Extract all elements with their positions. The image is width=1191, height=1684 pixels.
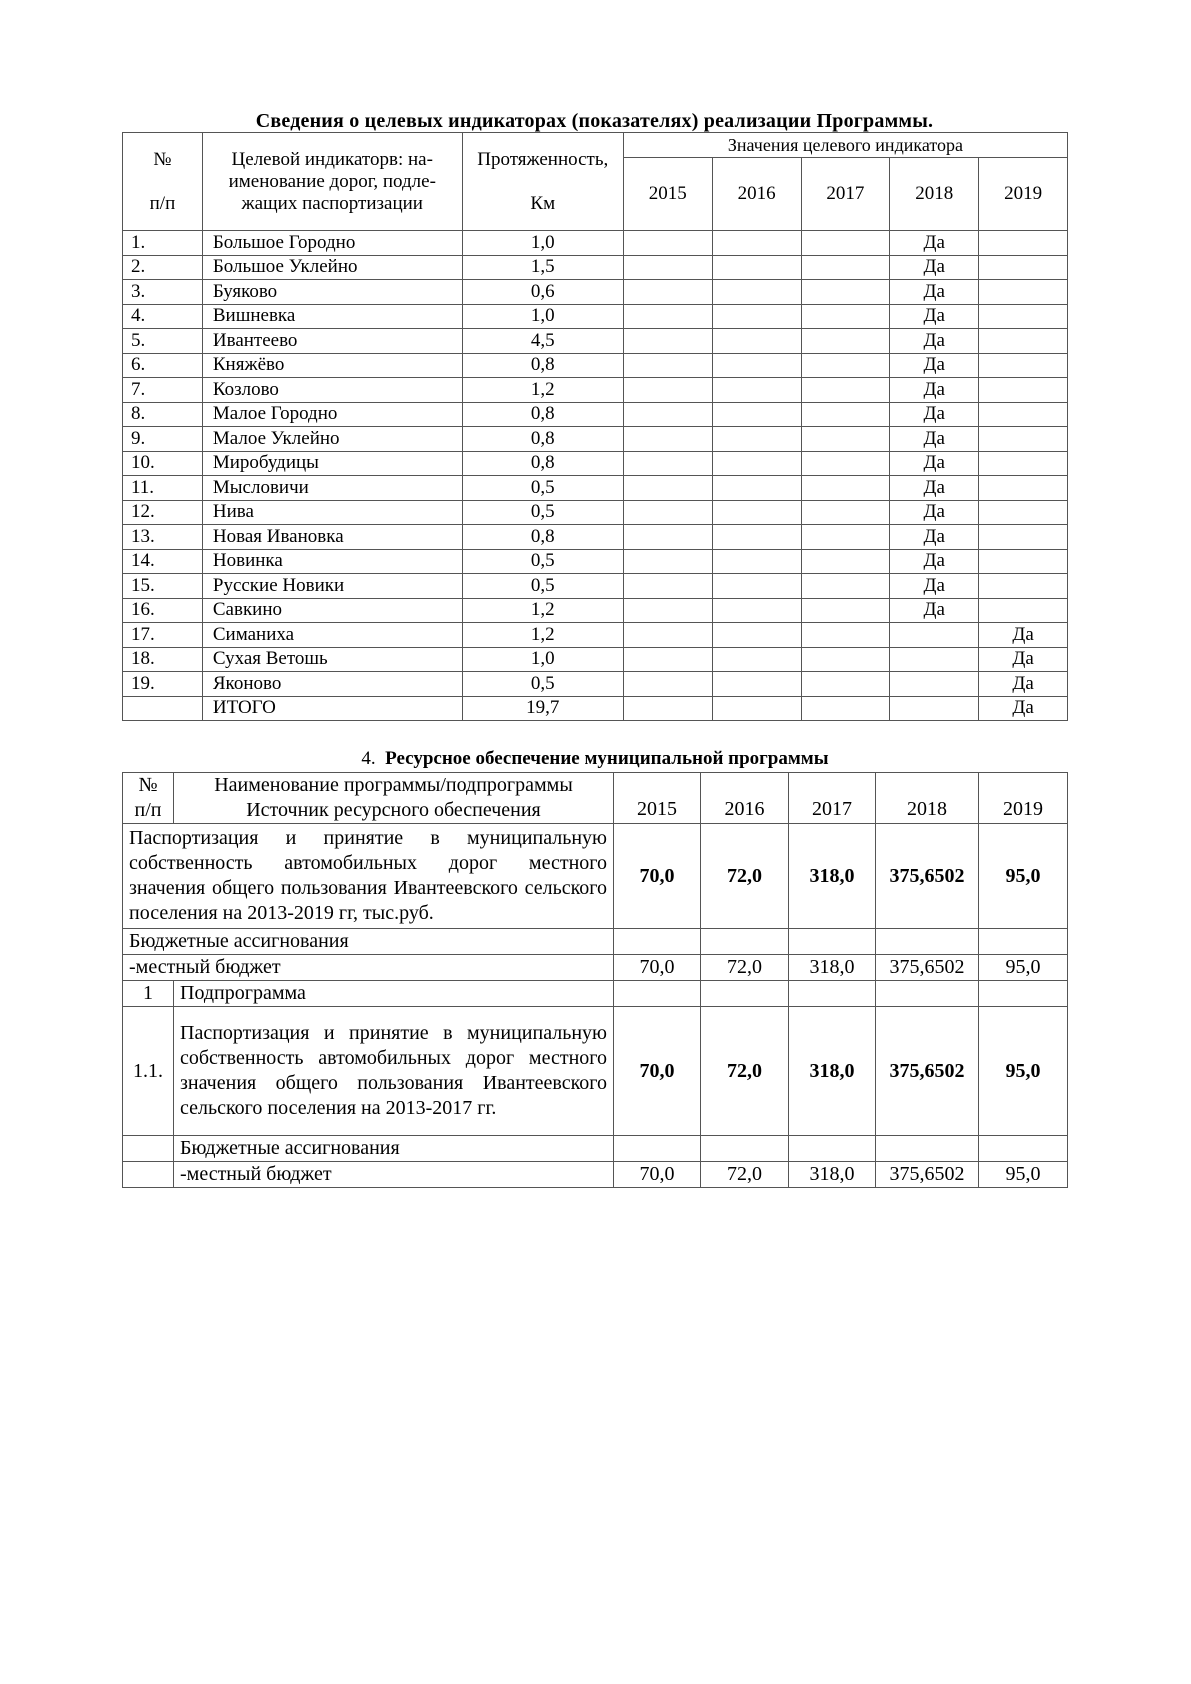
sub-local-budget-label: -местный бюджет (174, 1162, 614, 1188)
row-value-2018: Да (890, 304, 979, 329)
header-length-line2: Км (530, 192, 556, 214)
row-value-2019 (979, 598, 1068, 623)
row-road-name: Ивантеево (202, 329, 462, 354)
row-value-2017 (801, 402, 890, 427)
row-value-2018: Да (890, 427, 979, 452)
row-value-2016 (712, 574, 801, 599)
table-row (123, 451, 1068, 476)
row-length: 0,8 (462, 451, 623, 476)
row-value-2018: Да (890, 231, 979, 256)
row-value-2015 (623, 427, 712, 452)
sub-item-value-2015: 70,0 (614, 1007, 701, 1136)
row-value-2015 (623, 353, 712, 378)
row-value-2015 (623, 476, 712, 501)
sub-item-value-2018: 375,6502 (876, 1007, 979, 1136)
table-row (123, 574, 1068, 599)
row-value-2019 (979, 378, 1068, 403)
row-num: 14. (123, 549, 203, 574)
table-row (123, 598, 1068, 623)
row-value-2015 (623, 696, 712, 721)
row-road-name: Нива (202, 500, 462, 525)
row-value-2017 (801, 672, 890, 697)
sub-local-budget-row (123, 1162, 1068, 1188)
table-row (123, 378, 1068, 403)
row-road-name: Вишневка (202, 304, 462, 329)
table-row (123, 402, 1068, 427)
header-year-2015: 2015 (614, 773, 701, 824)
row-value-2018 (890, 623, 979, 648)
row-value-2019: Да (979, 623, 1068, 648)
row-value-2015 (623, 672, 712, 697)
row-value-2017 (801, 329, 890, 354)
row-value-2018: Да (890, 525, 979, 550)
program-value-2015: 70,0 (614, 824, 701, 929)
row-value-2016 (712, 672, 801, 697)
row-value-2015 (623, 623, 712, 648)
budget-allocations-label: Бюджетные ассигнования (123, 929, 614, 955)
row-value-2015 (623, 500, 712, 525)
row-num: 4. (123, 304, 203, 329)
row-num: 15. (123, 574, 203, 599)
row-value-2019 (979, 255, 1068, 280)
row-value-2015 (623, 378, 712, 403)
row-value-2016 (712, 476, 801, 501)
row-value-2015 (623, 255, 712, 280)
row-num: 6. (123, 353, 203, 378)
row-value-2018: Да (890, 451, 979, 476)
row-length: 1,0 (462, 304, 623, 329)
row-value-2015 (623, 598, 712, 623)
program-value-2019: 95,0 (979, 824, 1068, 929)
row-length: 0,5 (462, 549, 623, 574)
row-value-2018: Да (890, 549, 979, 574)
row-length: 0,6 (462, 280, 623, 305)
header-name-line1: Целевой индикаторв: на- (231, 148, 433, 170)
row-value-2016 (712, 427, 801, 452)
row-road-name: Княжёво (202, 353, 462, 378)
table-row (123, 255, 1068, 280)
row-value-2019 (979, 500, 1068, 525)
row-value-2017 (801, 623, 890, 648)
sub-local-budget-2015: 70,0 (614, 1162, 701, 1188)
table-row (123, 280, 1068, 305)
header-year-2018: 2018 (876, 773, 979, 824)
table-row (123, 304, 1068, 329)
table-row (123, 696, 1068, 721)
row-value-2019: Да (979, 672, 1068, 697)
row-length: 1,0 (462, 231, 623, 256)
row-num: 12. (123, 500, 203, 525)
row-num (123, 696, 203, 721)
row-value-2017 (801, 255, 890, 280)
row-value-2016 (712, 623, 801, 648)
header-year-2017: 2017 (801, 158, 890, 231)
sub-local-budget-2017: 318,0 (789, 1162, 876, 1188)
row-value-2015 (623, 647, 712, 672)
header-num (123, 773, 174, 824)
row-value-2016 (712, 304, 801, 329)
row-value-2017 (801, 304, 890, 329)
header-year-2016: 2016 (701, 773, 789, 824)
row-num: 2. (123, 255, 203, 280)
row-value-2016 (712, 549, 801, 574)
row-value-2018: Да (890, 329, 979, 354)
table-row (123, 329, 1068, 354)
table-row (123, 500, 1068, 525)
row-value-2019 (979, 476, 1068, 501)
row-num: 10. (123, 451, 203, 476)
row-value-2016 (712, 696, 801, 721)
sub-item-name: Паспортизация и принятие в муниципальную собственность автомобильных дорог местного значения общего пользования Ивантеевского сельского поселения на 2013-2017 гг. (174, 1007, 614, 1136)
row-value-2018: Да (890, 255, 979, 280)
indicators-title: Сведения о целевых индикаторах (показателях) реализации Программы. (255, 110, 934, 132)
row-num: 16. (123, 598, 203, 623)
row-value-2019 (979, 280, 1068, 305)
row-value-2017 (801, 280, 890, 305)
row-length: 0,8 (462, 525, 623, 550)
row-value-2017 (801, 353, 890, 378)
program-value-2017: 318,0 (789, 824, 876, 929)
row-value-2016 (712, 402, 801, 427)
header-row (123, 773, 1068, 824)
header-year-2019: 2019 (979, 773, 1068, 824)
row-num: 1. (123, 231, 203, 256)
row-road-name: Новая Ивановка (202, 525, 462, 550)
sub-local-budget-2019: 95,0 (979, 1162, 1068, 1188)
row-value-2016 (712, 525, 801, 550)
row-value-2018: Да (890, 476, 979, 501)
row-length: 1,5 (462, 255, 623, 280)
row-road-name: Савкино (202, 598, 462, 623)
row-value-2018: Да (890, 378, 979, 403)
row-value-2016 (712, 231, 801, 256)
row-value-2017 (801, 574, 890, 599)
row-value-2019 (979, 451, 1068, 476)
row-value-2017 (801, 696, 890, 721)
row-value-2019: Да (979, 696, 1068, 721)
row-num: 7. (123, 378, 203, 403)
table-row (123, 549, 1068, 574)
row-length: 1,2 (462, 598, 623, 623)
row-value-2017 (801, 427, 890, 452)
row-num: 3. (123, 280, 203, 305)
header-length (462, 133, 623, 231)
row-num: 17. (123, 623, 203, 648)
header-name (202, 133, 462, 231)
row-value-2015 (623, 402, 712, 427)
header-num-line1: № (138, 774, 158, 796)
row-value-2018 (890, 672, 979, 697)
header-num (123, 133, 203, 231)
row-road-name: ИТОГО (202, 696, 462, 721)
sub-item-num: 1.1. (123, 1007, 174, 1136)
header-name-line2: именование дорог, подле- (228, 170, 436, 192)
row-value-2017 (801, 378, 890, 403)
header-year-2018: 2018 (890, 158, 979, 231)
sub-item-value-2019: 95,0 (979, 1007, 1068, 1136)
header-year-2015: 2015 (623, 158, 712, 231)
row-road-name: Мысловичи (202, 476, 462, 501)
program-value-2018: 375,6502 (876, 824, 979, 929)
row-num: 8. (123, 402, 203, 427)
table-row (123, 231, 1068, 256)
row-value-2017 (801, 647, 890, 672)
header-name-line2: Источник ресурсного обеспечения (246, 799, 541, 821)
row-value-2017 (801, 231, 890, 256)
local-budget-2017: 318,0 (789, 955, 876, 981)
header-num-line2: п/п (149, 192, 176, 214)
row-value-2017 (801, 476, 890, 501)
row-value-2017 (801, 500, 890, 525)
table-row (123, 353, 1068, 378)
row-value-2016 (712, 451, 801, 476)
header-length-line1: Протяженность, (477, 148, 609, 170)
row-value-2019 (979, 549, 1068, 574)
row-length: 1,0 (462, 647, 623, 672)
row-value-2018: Да (890, 500, 979, 525)
table-row (123, 672, 1068, 697)
row-length: 0,8 (462, 353, 623, 378)
table-row (123, 623, 1068, 648)
program-value-2016: 72,0 (701, 824, 789, 929)
header-indicator-values: Значения целевого индикатора (623, 133, 1067, 158)
row-value-2019 (979, 574, 1068, 599)
row-value-2019 (979, 427, 1068, 452)
local-budget-2015: 70,0 (614, 955, 701, 981)
row-num: 11. (123, 476, 203, 501)
table-row (123, 647, 1068, 672)
header-year-2016: 2016 (712, 158, 801, 231)
row-length: 19,7 (462, 696, 623, 721)
table-row (123, 476, 1068, 501)
header-num-line2: п/п (134, 799, 162, 821)
indicators-table (122, 132, 1068, 721)
row-value-2018 (890, 647, 979, 672)
row-value-2019 (979, 304, 1068, 329)
row-value-2015 (623, 549, 712, 574)
row-value-2015 (623, 451, 712, 476)
row-value-2017 (801, 598, 890, 623)
row-value-2016 (712, 500, 801, 525)
header-year-2017: 2017 (789, 773, 876, 824)
row-value-2015 (623, 231, 712, 256)
row-num: 13. (123, 525, 203, 550)
row-road-name: Малое Городно (202, 402, 462, 427)
row-road-name: Козлово (202, 378, 462, 403)
row-value-2019 (979, 402, 1068, 427)
row-num: 18. (123, 647, 203, 672)
resources-title (122, 748, 1068, 770)
row-road-name: Русские Новики (202, 574, 462, 599)
resources-section-number: 4. (361, 748, 376, 769)
header-num-line1: № (153, 148, 172, 170)
row-road-name: Новинка (202, 549, 462, 574)
row-length: 1,2 (462, 623, 623, 648)
row-value-2018: Да (890, 402, 979, 427)
header-name-line3: жащих паспортизации (241, 192, 423, 214)
row-road-name: Яконово (202, 672, 462, 697)
table-row (123, 427, 1068, 452)
local-budget-2018: 375,6502 (876, 955, 979, 981)
subprogram-row (123, 981, 1068, 1007)
row-value-2019: Да (979, 647, 1068, 672)
sub-item-value-2017: 318,0 (789, 1007, 876, 1136)
row-length: 4,5 (462, 329, 623, 354)
row-length: 0,5 (462, 672, 623, 697)
sub-item-value-2016: 72,0 (701, 1007, 789, 1136)
row-value-2016 (712, 329, 801, 354)
row-length: 1,2 (462, 378, 623, 403)
row-value-2016 (712, 255, 801, 280)
row-value-2016 (712, 378, 801, 403)
sub-local-budget-2016: 72,0 (701, 1162, 789, 1188)
row-value-2015 (623, 574, 712, 599)
row-length: 0,5 (462, 574, 623, 599)
row-num: 9. (123, 427, 203, 452)
row-value-2015 (623, 280, 712, 305)
row-value-2016 (712, 647, 801, 672)
row-road-name: Большое Городно (202, 231, 462, 256)
row-value-2019 (979, 231, 1068, 256)
row-length: 0,8 (462, 402, 623, 427)
row-value-2018: Да (890, 598, 979, 623)
row-road-name: Большое Уклейно (202, 255, 462, 280)
resources-section-title: Ресурсное обеспечение муниципальной программы (385, 748, 829, 769)
row-road-name: Миробудицы (202, 451, 462, 476)
sub-item-row (123, 1007, 1068, 1136)
sub-budget-allocations-row (123, 1136, 1068, 1162)
header-name (174, 773, 614, 824)
row-value-2018: Да (890, 574, 979, 599)
row-value-2017 (801, 549, 890, 574)
table-row (123, 525, 1068, 550)
local-budget-2016: 72,0 (701, 955, 789, 981)
local-budget-label: -местный бюджет (123, 955, 614, 981)
row-road-name: Симаниха (202, 623, 462, 648)
row-road-name: Буяково (202, 280, 462, 305)
header-name-line1: Наименование программы/подпрограммы (214, 774, 573, 796)
subprogram-label: Подпрограмма (174, 981, 614, 1007)
local-budget-row (123, 955, 1068, 981)
row-num: 19. (123, 672, 203, 697)
local-budget-2019: 95,0 (979, 955, 1068, 981)
row-value-2016 (712, 280, 801, 305)
row-value-2019 (979, 525, 1068, 550)
row-value-2015 (623, 329, 712, 354)
row-length: 0,8 (462, 427, 623, 452)
sub-local-budget-2018: 375,6502 (876, 1162, 979, 1188)
row-value-2017 (801, 525, 890, 550)
budget-allocations-row (123, 929, 1068, 955)
program-name: Паспортизация и принятие в муниципальную собственность автомобильных дорог местного значения общего пользования Ивантеевского сельского поселения на 2013-2019 гг, тыс.руб. (123, 824, 614, 929)
header-year-2019: 2019 (979, 158, 1068, 231)
row-value-2015 (623, 525, 712, 550)
row-value-2019 (979, 329, 1068, 354)
subprogram-num: 1 (123, 981, 174, 1007)
row-value-2017 (801, 451, 890, 476)
program-row (123, 824, 1068, 929)
row-length: 0,5 (462, 476, 623, 501)
row-value-2016 (712, 598, 801, 623)
row-num: 5. (123, 329, 203, 354)
resources-table (122, 772, 1068, 1188)
row-value-2016 (712, 353, 801, 378)
row-value-2015 (623, 304, 712, 329)
row-value-2019 (979, 353, 1068, 378)
sub-budget-allocations-label: Бюджетные ассигнования (174, 1136, 614, 1162)
row-length: 0,5 (462, 500, 623, 525)
row-road-name: Сухая Ветошь (202, 647, 462, 672)
row-value-2018 (890, 696, 979, 721)
row-value-2018: Да (890, 353, 979, 378)
row-value-2018: Да (890, 280, 979, 305)
row-road-name: Малое Уклейно (202, 427, 462, 452)
